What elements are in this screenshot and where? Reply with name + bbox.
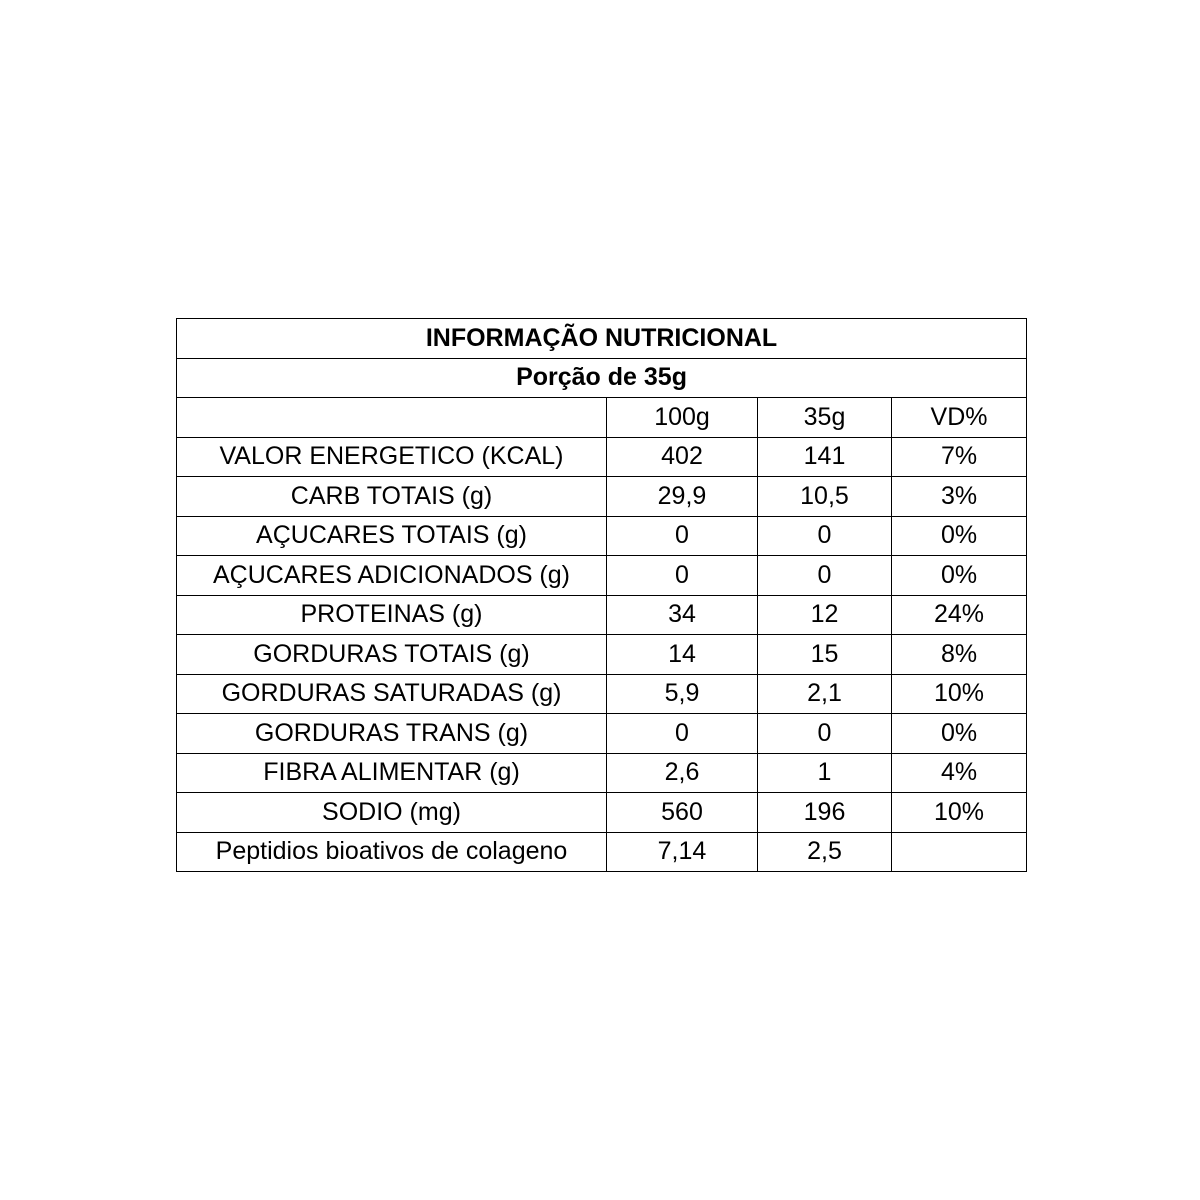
- table-row: [177, 753, 1027, 793]
- nutrient-name: Peptidios bioativos de colageno: [177, 832, 607, 872]
- table-row: [177, 595, 1027, 635]
- daily-value-percent: [892, 832, 1027, 872]
- value-per-100g: 0: [607, 556, 758, 596]
- table-row: [177, 516, 1027, 556]
- column-header-daily-value: VD%: [892, 398, 1027, 438]
- value-per-35g: 2,5: [758, 832, 892, 872]
- value-per-100g: 560: [607, 793, 758, 833]
- nutrient-name: CARB TOTAIS (g): [177, 477, 607, 517]
- value-per-35g: 0: [758, 516, 892, 556]
- value-per-35g: 10,5: [758, 477, 892, 517]
- daily-value-percent: 0%: [892, 516, 1027, 556]
- table-row: [177, 556, 1027, 596]
- value-per-35g: 141: [758, 437, 892, 477]
- daily-value-percent: 8%: [892, 635, 1027, 675]
- serving-size: Porção de 35g: [177, 358, 1027, 398]
- column-header-per-100g: 100g: [607, 398, 758, 438]
- value-per-35g: 196: [758, 793, 892, 833]
- nutrient-name: VALOR ENERGETICO (KCAL): [177, 437, 607, 477]
- daily-value-percent: 4%: [892, 753, 1027, 793]
- nutrient-name: GORDURAS SATURADAS (g): [177, 674, 607, 714]
- value-per-35g: 12: [758, 595, 892, 635]
- nutrient-name: GORDURAS TRANS (g): [177, 714, 607, 754]
- value-per-100g: 14: [607, 635, 758, 675]
- value-per-100g: 5,9: [607, 674, 758, 714]
- daily-value-percent: 0%: [892, 556, 1027, 596]
- daily-value-percent: 24%: [892, 595, 1027, 635]
- nutrient-name: SODIO (mg): [177, 793, 607, 833]
- value-per-100g: 0: [607, 516, 758, 556]
- nutrient-name: GORDURAS TOTAIS (g): [177, 635, 607, 675]
- value-per-35g: 15: [758, 635, 892, 675]
- value-per-35g: 2,1: [758, 674, 892, 714]
- title-row: [177, 319, 1027, 359]
- table-row: [177, 832, 1027, 872]
- serving-row: [177, 358, 1027, 398]
- value-per-100g: 0: [607, 714, 758, 754]
- column-header-per-35g: 35g: [758, 398, 892, 438]
- daily-value-percent: 3%: [892, 477, 1027, 517]
- daily-value-percent: 0%: [892, 714, 1027, 754]
- table-row: [177, 714, 1027, 754]
- nutrient-name: AÇUCARES TOTAIS (g): [177, 516, 607, 556]
- value-per-100g: 29,9: [607, 477, 758, 517]
- value-per-100g: 34: [607, 595, 758, 635]
- daily-value-percent: 7%: [892, 437, 1027, 477]
- table-row: [177, 793, 1027, 833]
- value-per-35g: 1: [758, 753, 892, 793]
- column-header-row: [177, 398, 1027, 438]
- value-per-35g: 0: [758, 714, 892, 754]
- nutrient-name: AÇUCARES ADICIONADOS (g): [177, 556, 607, 596]
- table-row: [177, 635, 1027, 675]
- value-per-35g: 0: [758, 556, 892, 596]
- table-row: [177, 477, 1027, 517]
- value-per-100g: 2,6: [607, 753, 758, 793]
- daily-value-percent: 10%: [892, 793, 1027, 833]
- table-row: [177, 437, 1027, 477]
- table-row: [177, 674, 1027, 714]
- column-header-nutrient: [177, 398, 607, 438]
- daily-value-percent: 10%: [892, 674, 1027, 714]
- nutrient-name: FIBRA ALIMENTAR (g): [177, 753, 607, 793]
- table-title: INFORMAÇÃO NUTRICIONAL: [177, 319, 1027, 359]
- nutrient-name: PROTEINAS (g): [177, 595, 607, 635]
- value-per-100g: 402: [607, 437, 758, 477]
- value-per-100g: 7,14: [607, 832, 758, 872]
- nutrition-facts-table: [176, 318, 1027, 872]
